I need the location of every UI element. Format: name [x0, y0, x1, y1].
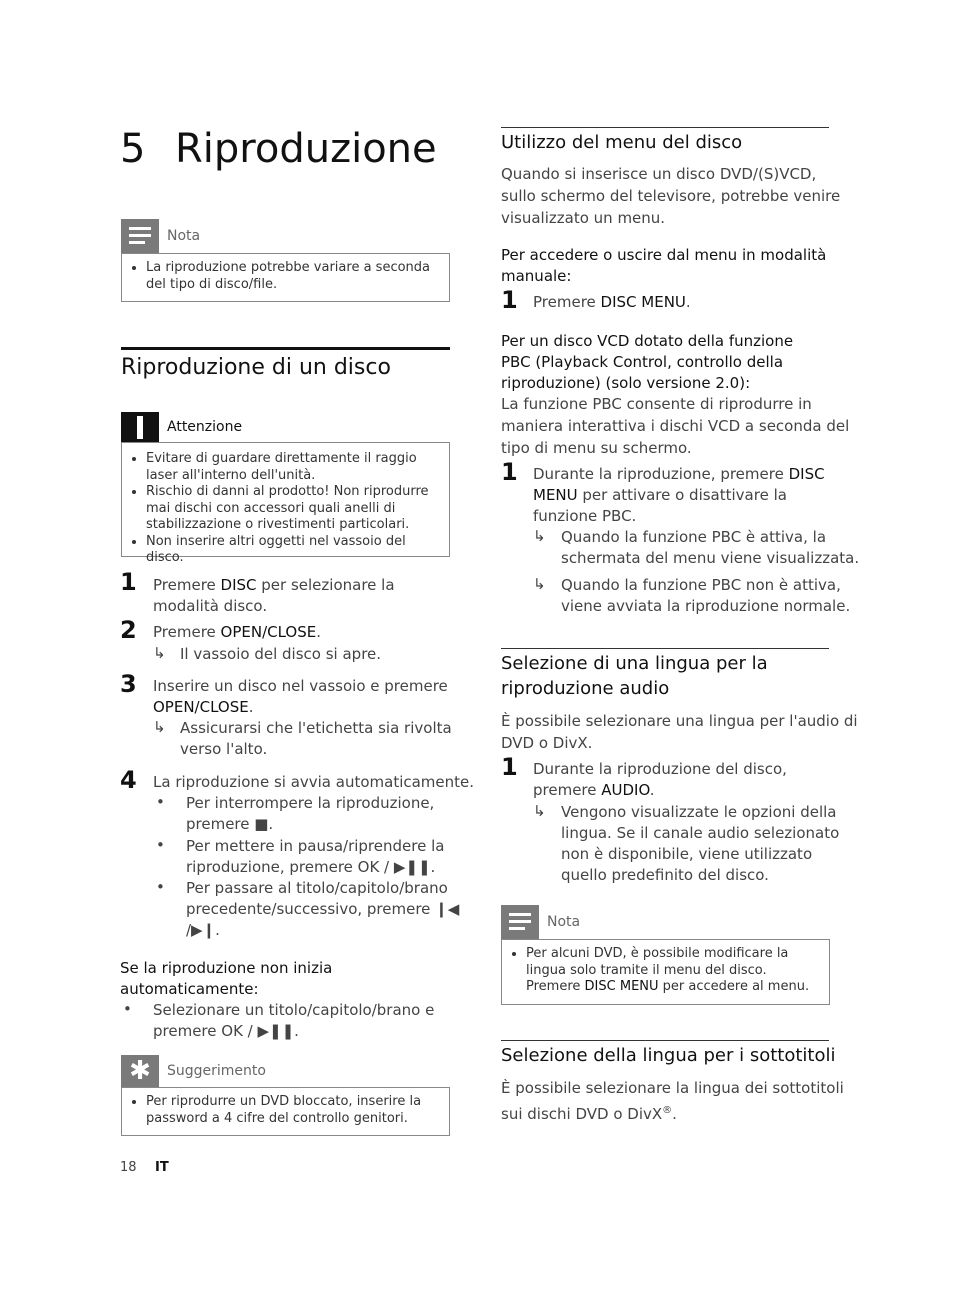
tip-label: Suggerimento: [167, 1063, 266, 1079]
step-text: precedente/successivo, premere ❙◀: [186, 900, 460, 918]
note-label: Nota: [547, 914, 581, 930]
step-result: schermata del menu viene visualizzata.: [561, 549, 860, 567]
bullet: •: [156, 836, 165, 854]
subheading: manuale:: [501, 267, 572, 285]
step-result: Quando la funzione PBC è attiva, la: [561, 528, 827, 546]
step-number: 3: [120, 670, 137, 698]
section-title: riproduzione audio: [501, 678, 670, 699]
step-result: Assicurarsi che l'etichetta sia rivolta: [180, 719, 452, 737]
step-result: Quando la funzione PBC non è attiva,: [561, 576, 841, 594]
page-language: IT: [155, 1160, 169, 1175]
warning-box: [121, 412, 450, 565]
step-text: Per mettere in pausa/riprendere la: [186, 837, 445, 855]
note-item: • Per alcuni DVD, è possibile modificare la lingua solo tramite il menu del disco. Premere DISC MENU per accedere al menu.: [526, 946, 821, 996]
step-result: verso l'alto.: [180, 740, 268, 758]
warning-label: Attenzione: [167, 419, 243, 435]
section-title: Selezione della lingua per i sottotitoli: [501, 1045, 836, 1066]
step-result: quello predefinito del disco.: [561, 866, 769, 884]
section-rule: [501, 127, 829, 128]
step-number: 1: [501, 458, 518, 486]
step-result: Il vassoio del disco si apre.: [180, 645, 382, 663]
note-label: Nota: [167, 228, 201, 244]
paragraph-line: La funzione PBC consente di riprodurre in: [501, 395, 812, 413]
step-text: funzione PBC.: [533, 507, 637, 525]
arrow-icon: ↳: [153, 644, 166, 662]
step-text: Premere OPEN/CLOSE.: [153, 623, 322, 641]
chapter-number: 5: [120, 126, 146, 172]
step-result: viene avviata la riproduzione normale.: [561, 597, 851, 615]
note-icon: [501, 905, 539, 939]
step-text: Premere DISC MENU.: [533, 293, 691, 311]
step-result: Vengono visualizzate le opzioni della: [561, 803, 837, 821]
paragraph-line: Quando si inserisce un disco DVD/(S)VCD,: [501, 165, 817, 183]
warning-body: [121, 442, 450, 565]
step-number: 1: [501, 286, 518, 314]
section-title: Selezione di una lingua per la: [501, 653, 768, 674]
arrow-icon: ↳: [533, 575, 546, 593]
step-text: premere AUDIO.: [533, 781, 655, 799]
step-text: premere ■.: [186, 815, 274, 833]
step-number: 1: [120, 568, 137, 596]
step-text: /▶❙.: [186, 921, 220, 939]
subheading: riproduzione) (solo versione 2.0):: [501, 374, 751, 392]
paragraph-line: DVD o DivX.: [501, 734, 593, 752]
step-text: Premere DISC per selezionare la: [153, 576, 395, 594]
step-number: 1: [501, 753, 518, 781]
subheading: Per un disco VCD dotato della funzione: [501, 332, 794, 350]
step-text: Durante la riproduzione del disco,: [533, 760, 787, 778]
chapter-title: Riproduzione: [175, 126, 437, 172]
warning-item: • Rischio di danni al prodotto! Non riprodurre mai dischi con accessori quali anelli di stabilizzazione o rivestimenti particolari.: [146, 484, 441, 534]
paragraph-line: sullo schermo del televisore, potrebbe venire: [501, 187, 841, 205]
warning-icon: [121, 412, 159, 442]
step-text: Durante la riproduzione, premere DISC: [533, 465, 825, 483]
asterisk-icon: ✱: [121, 1055, 159, 1087]
note-item: • La riproduzione potrebbe variare a seconda del tipo di disco/file.: [146, 260, 441, 293]
tip-item: • Per riprodurre un DVD bloccato, inserire la password a 4 cifre del controllo genitori.: [146, 1094, 441, 1127]
step-number: 2: [120, 616, 137, 644]
step-result: lingua. Se il canale audio selezionato: [561, 824, 840, 842]
step-text: premere OK / ▶❚❚.: [153, 1022, 299, 1040]
subheading: Se la riproduzione non inizia: [120, 959, 333, 977]
subheading: automaticamente:: [120, 980, 259, 998]
section-rule: [501, 648, 829, 649]
subheading: PBC (Playback Control, controllo della: [501, 353, 784, 371]
step-result: non è disponibile, viene utilizzato: [561, 845, 813, 863]
bullet: •: [123, 1000, 132, 1018]
section-title: Riproduzione di un disco: [121, 355, 391, 380]
warning-item: • Evitare di guardare direttamente il raggio laser all'interno dell'unità.: [146, 451, 441, 484]
note-body: [501, 939, 830, 1005]
bullet: •: [156, 878, 165, 896]
step-text: Per interrompere la riproduzione,: [186, 794, 435, 812]
step-text: MENU per attivare o disattivare la: [533, 486, 787, 504]
paragraph-line: È possibile selezionare la lingua dei sottotitoli: [501, 1079, 844, 1097]
paragraph-line: È possibile selezionare una lingua per l'audio di: [501, 712, 858, 730]
paragraph-line: tipo di menu su schermo.: [501, 439, 692, 457]
paragraph-line: sui dischi DVD o DivX®.: [501, 1105, 677, 1123]
warning-item: • Non inserire altri oggetti nel vassoio del disco.: [146, 534, 441, 567]
section-title: Utilizzo del menu del disco: [501, 132, 743, 153]
step-text: Inserire un disco nel vassoio e premere: [153, 677, 448, 695]
note-icon: [121, 219, 159, 253]
step-number: 4: [120, 766, 137, 794]
tip-box: [121, 1055, 450, 1136]
section-rule: [501, 1040, 829, 1041]
subheading: Per accedere o uscire dal menu in modalità: [501, 246, 827, 264]
note-box: [501, 905, 830, 1005]
note-box: [121, 219, 450, 302]
section-rule: [121, 347, 450, 350]
step-text: Per passare al titolo/capitolo/brano: [186, 879, 448, 897]
paragraph-line: maniera interattiva i dischi VCD a seconda del: [501, 417, 850, 435]
arrow-icon: ↳: [533, 527, 546, 545]
step-text: La riproduzione si avvia automaticamente.: [153, 773, 475, 791]
page-number: 18: [120, 1160, 137, 1175]
paragraph-line: visualizzato un menu.: [501, 209, 666, 227]
step-text: riproduzione, premere OK / ▶❚❚.: [186, 858, 436, 876]
note-body: [121, 253, 450, 302]
step-text: Selezionare un titolo/capitolo/brano e: [153, 1001, 435, 1019]
tip-body: [121, 1087, 450, 1136]
bullet: •: [156, 793, 165, 811]
arrow-icon: ↳: [153, 718, 166, 736]
step-text: OPEN/CLOSE.: [153, 698, 254, 716]
arrow-icon: ↳: [533, 802, 546, 820]
step-text: modalità disco.: [153, 597, 268, 615]
